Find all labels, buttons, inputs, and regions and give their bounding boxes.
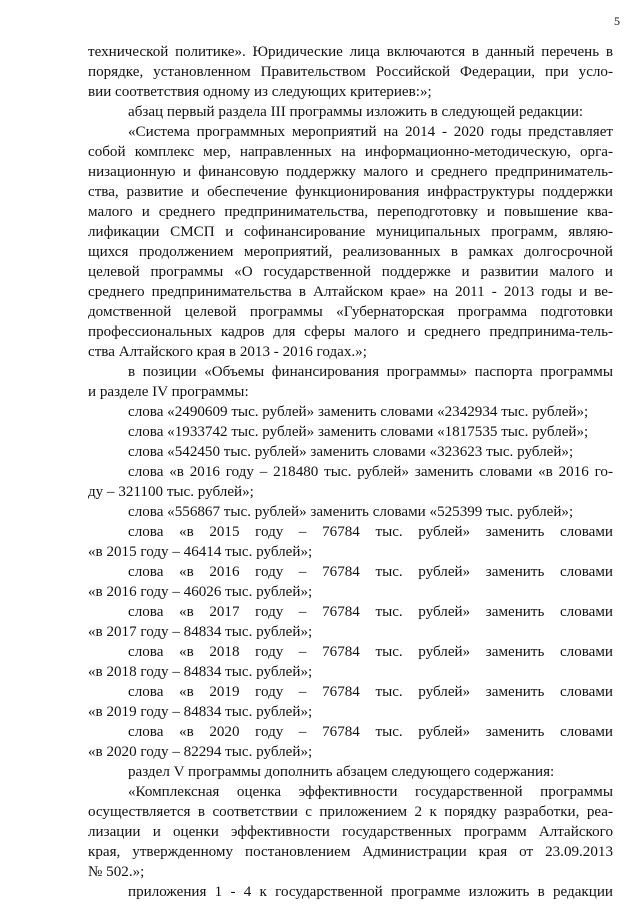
text-line: низационную и финансовую поддержку малого и среднего предприниматель- [88, 164, 613, 180]
text-line: технической политике». Юридические лица включаются в данный перечень в [88, 44, 613, 60]
text-line: «в 2016 году – 46026 тыс. рублей»; [88, 584, 313, 600]
text-line: вии соответствия одному из следующих критериев:»; [88, 84, 432, 100]
text-line: № 502.»; [88, 864, 145, 880]
text-line: «в 2017 году – 84834 тыс. рублей»; [88, 624, 313, 640]
text-line: приложения 1 - 4 к государственной программе изложить в редакции [128, 884, 613, 900]
text-line: профессиональных кадров для сферы малого и среднего предпринима-тель- [88, 324, 613, 340]
text-line: слова «в 2015 году – 76784 тыс. рублей» заменить словами [128, 524, 613, 540]
text-line: «в 2020 году – 82294 тыс. рублей»; [88, 744, 313, 760]
text-line: «в 2018 году – 84834 тыс. рублей»; [88, 664, 313, 680]
text-line: в позиции «Объемы финансирования программы» паспорта программы [128, 364, 613, 380]
page-number: 5 [614, 14, 620, 28]
text-line: собой комплекс мер, направленных на информационно-методическую, орга- [88, 144, 613, 160]
text-line: абзац первый раздела III программы изложить в следующей редакции: [128, 104, 584, 120]
text-line: слова «1933742 тыс. рублей» заменить словами «1817535 тыс. рублей»; [128, 424, 589, 440]
text-line: малого и среднего предпринимательства, переподготовку и повышение ква- [88, 204, 613, 220]
text-line: слова «2490609 тыс. рублей» заменить словами «2342934 тыс. рублей»; [128, 404, 589, 420]
text-line: «Система программных мероприятий на 2014 - 2020 годы представляет [128, 124, 613, 140]
text-line: края, утвержденному постановлением Администрации края от 23.09.2013 [88, 844, 613, 860]
text-line: слова «в 2018 году – 76784 тыс. рублей» заменить словами [128, 644, 613, 660]
text-line: слова «542450 тыс. рублей» заменить словами «323623 тыс. рублей»; [128, 444, 574, 460]
text-line: осуществляется в соответствии с приложением 2 к порядку разработки, реа- [88, 804, 613, 820]
text-line: слова «556867 тыс. рублей» заменить словами «525399 тыс. рублей»; [128, 504, 574, 520]
text-line: ства Алтайского края в 2013 - 2016 годах.»; [88, 344, 367, 360]
text-line: «в 2019 году – 84834 тыс. рублей»; [88, 704, 313, 720]
text-line: «Комплексная оценка эффективности государственной программы [128, 784, 613, 800]
text-line: раздел V программы дополнить абзацем следующего содержания: [128, 764, 555, 780]
text-line: целевой программы «О государственной поддержке и развитии малого и [88, 264, 613, 280]
text-line: порядке, установленном Правительством Российской Федерации, при усло- [88, 64, 613, 80]
text-line: слова «в 2016 году – 218480 тыс. рублей» заменить словами «в 2016 го- [128, 464, 613, 480]
text-line: слова «в 2017 году – 76784 тыс. рублей» заменить словами [128, 604, 613, 620]
text-line: лификации СМСП и софинансирование муниципальных программ, являю- [88, 224, 613, 240]
text-line: «в 2015 году – 46414 тыс. рублей»; [88, 544, 313, 560]
text-line: слова «в 2016 году – 76784 тыс. рублей» заменить словами [128, 564, 613, 580]
text-line: лизации и оценки эффективности государственных программ Алтайского [88, 824, 613, 840]
text-line: слова «в 2019 году – 76784 тыс. рублей» заменить словами [128, 684, 613, 700]
text-line: щихся продолжением мероприятий, реализованных в рамках долгосрочной [88, 244, 613, 260]
text-line: среднего предпринимательства в Алтайском крае» на 2011 - 2013 годы и ве- [88, 284, 613, 300]
text-line: ду – 321100 тыс. рублей»; [88, 484, 254, 500]
text-line: домственной целевой программы «Губернаторская программа подготовки [88, 304, 613, 320]
text-line: ства, развитие и обеспечение функционирования инфраструктуры поддержки [88, 184, 613, 200]
text-line: и разделе IV программы: [88, 384, 249, 400]
text-line: слова «в 2020 году – 76784 тыс. рублей» заменить словами [128, 724, 613, 740]
